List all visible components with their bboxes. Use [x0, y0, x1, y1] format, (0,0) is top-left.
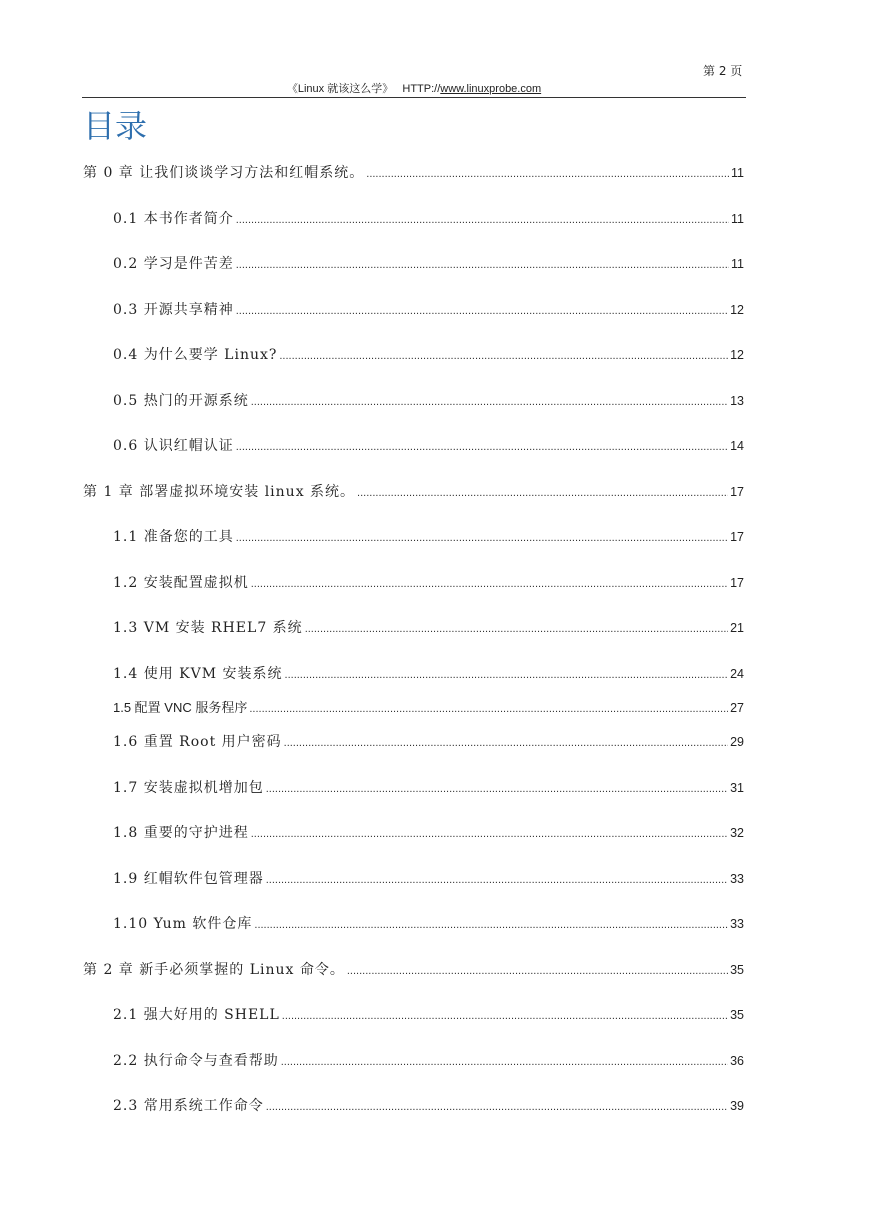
toc-page-number: 11	[731, 212, 744, 226]
leader-dots	[236, 529, 728, 547]
toc-page-number: 12	[730, 348, 744, 362]
leader-dots	[266, 871, 728, 889]
leader-dots	[347, 962, 728, 980]
toc-entry-section[interactable]: 1.2 安装配置虚拟机 ..... 17	[113, 574, 744, 593]
toc-page-number: 24	[730, 667, 744, 681]
toc-page-number: 17	[730, 530, 744, 544]
header-divider	[82, 97, 746, 98]
running-header	[82, 80, 746, 96]
url-prefix: HTTP://	[402, 83, 441, 95]
toc-entry-section[interactable]: 0.2 学习是件苦差 ..... 11	[113, 255, 744, 274]
toc-entry-section[interactable]: 0.5 热门的开源系统 ..... 13	[113, 392, 744, 411]
leader-dots	[236, 211, 729, 229]
toc-page-number: 12	[730, 303, 744, 317]
toc-entry-section[interactable]: 1.1 准备您的工具 ..... 17	[113, 528, 744, 547]
toc-page-number: 21	[730, 621, 744, 635]
leader-dots	[251, 393, 728, 411]
leader-dots	[281, 1053, 728, 1071]
book-title: 《Linux 就该这么学》	[286, 83, 394, 95]
leader-dots	[254, 916, 728, 934]
toc-page-number: 35	[730, 963, 744, 977]
toc-page-number: 33	[730, 872, 744, 886]
toc-entry-section[interactable]: 1.10 Yum 软件仓库 ..... 33	[113, 915, 744, 934]
toc-entry-section[interactable]: 1.4 使用 KVM 安装系统 ..... 24	[113, 665, 744, 684]
toc-page-number: 32	[730, 826, 744, 840]
toc-page-number: 35	[730, 1008, 744, 1022]
toc-page-number: 11	[731, 166, 744, 180]
toc-entry-section[interactable]: 1.8 重要的守护进程 ..... 32	[113, 824, 744, 843]
toc-entry-chapter-2[interactable]: 第 2 章 新手必须掌握的 Linux 命令。 ..... 35	[83, 961, 744, 980]
leader-dots	[236, 256, 729, 274]
leader-dots	[251, 825, 728, 843]
toc-page-number: 14	[730, 439, 744, 453]
toc-entry-section[interactable]: 1.3 VM 安装 RHEL7 系统 ..... 21	[113, 619, 744, 638]
leader-dots	[249, 700, 728, 718]
leader-dots	[284, 734, 728, 752]
leader-dots	[251, 575, 728, 593]
toc-entry-section[interactable]: 2.1 强大好用的 SHELL ..... 35	[113, 1006, 744, 1025]
leader-dots	[357, 484, 728, 502]
toc-page-number: 17	[730, 576, 744, 590]
toc-entry-section[interactable]: 0.4 为什么要学 Linux? ..... 12	[113, 346, 744, 365]
toc-entry-section[interactable]: 1.6 重置 Root 用户密码 ..... 29	[113, 733, 744, 752]
toc-page-number: 11	[731, 257, 744, 271]
website-link[interactable]: www.linuxprobe.com	[440, 83, 542, 95]
leader-dots	[279, 347, 728, 365]
toc-page-number: 33	[730, 917, 744, 931]
toc-entry-section[interactable]: 0.3 开源共享精神 ..... 12	[113, 301, 744, 320]
toc-entry-chapter-0[interactable]: 第 0 章 让我们谈谈学习方法和红帽系统。 ..... 11	[83, 164, 744, 183]
toc-entry-section[interactable]: 1.9 红帽软件包管理器 ..... 33	[113, 870, 744, 889]
toc-page-number: 29	[730, 735, 744, 749]
toc-entry-section[interactable]: 1.5 配置 VNC 服务程序 ..... 27	[113, 699, 744, 718]
leader-dots	[236, 302, 728, 320]
toc-page-number: 39	[730, 1099, 744, 1113]
toc-page-number: 17	[730, 485, 744, 499]
leader-dots	[305, 620, 728, 638]
toc-page-number: 31	[730, 781, 744, 795]
toc-page-number: 13	[730, 394, 744, 408]
leader-dots	[282, 1007, 728, 1025]
leader-dots	[236, 438, 728, 456]
toc-entry-section[interactable]: 2.3 常用系统工作命令 ..... 39	[113, 1097, 744, 1116]
toc-entry-chapter-1[interactable]: 第 1 章 部署虚拟环境安装 linux 系统。 ..... 17	[83, 483, 744, 502]
toc-entry-section[interactable]: 0.1 本书作者简介 ..... 11	[113, 210, 744, 229]
leader-dots	[266, 780, 728, 798]
leader-dots	[266, 1098, 728, 1116]
toc-entry-section[interactable]: 1.7 安装虚拟机增加包 ..... 31	[113, 779, 744, 798]
page-number: 第 2 页	[703, 64, 743, 78]
toc-entry-section[interactable]: 2.2 执行命令与查看帮助 ..... 36	[113, 1052, 744, 1071]
toc-title: 目录	[83, 107, 148, 145]
leader-dots	[366, 165, 729, 183]
leader-dots	[285, 666, 729, 684]
toc-page-number: 27	[730, 701, 744, 715]
toc-entry-section[interactable]: 0.6 认识红帽认证 ..... 14	[113, 437, 744, 456]
toc-page-number: 36	[730, 1054, 744, 1068]
